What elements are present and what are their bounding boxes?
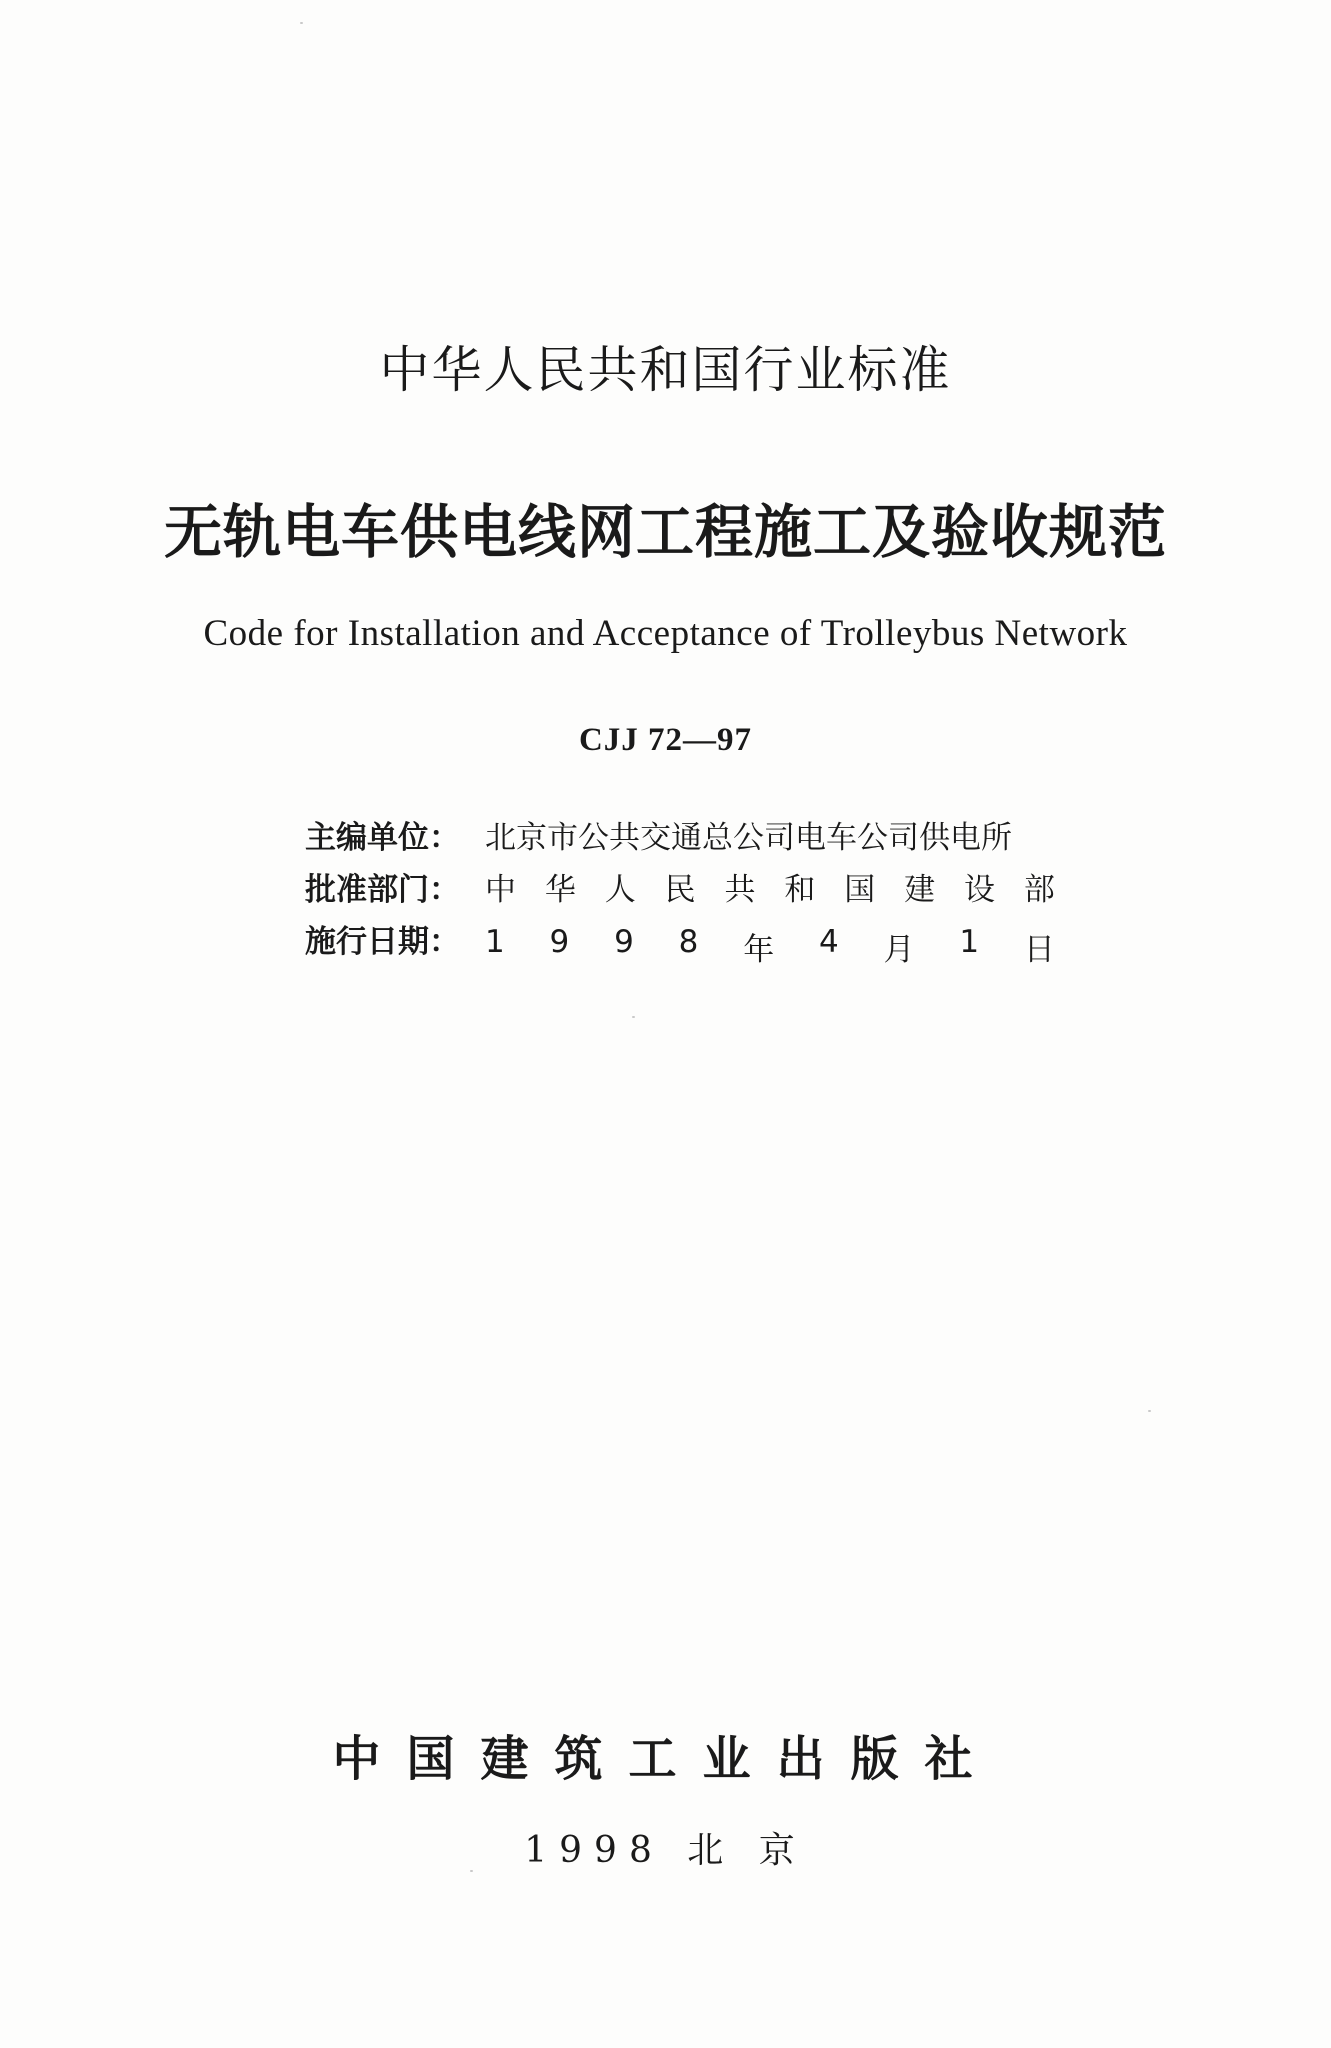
date-char: 日 (1023, 932, 1055, 968)
date-char: 9 (549, 924, 570, 960)
date-char: 月 (883, 932, 915, 968)
approver-char: 和 (784, 872, 816, 908)
approver-label: 批准部门： (305, 872, 460, 908)
standard-code: CJJ 72—97 (578, 722, 753, 758)
date-char: 1 (485, 924, 505, 960)
date-char: 9 (614, 924, 634, 960)
approver-char: 民 (664, 872, 696, 908)
approver-row (305, 864, 1065, 916)
date-char: 1 (959, 924, 980, 960)
approver-value (485, 864, 1065, 909)
approver-char: 国 (844, 872, 876, 908)
effective-date-label: 施行日期： (305, 924, 460, 960)
publisher-name: 中国建筑工业出版社 (332, 1731, 999, 1787)
editor-row (305, 812, 1065, 864)
approver-char: 华 (544, 872, 576, 908)
series-title: 中华人民共和国行业标准 (379, 341, 952, 399)
editor-value: 北京市公共交通总公司电车公司供电所 (485, 820, 1012, 856)
approver-char: 建 (904, 872, 936, 908)
meta-block (305, 812, 1065, 968)
english-title: Code for Installation and Acceptance of Trolleybus Network (203, 613, 1128, 654)
approver-char: 中 (485, 872, 516, 908)
editor-label: 主编单位： (305, 820, 460, 856)
scan-speck (300, 22, 303, 24)
approver-char: 设 (964, 872, 995, 908)
effective-date-row (305, 916, 1065, 968)
scan-speck (632, 1016, 635, 1018)
date-char: 8 (678, 924, 699, 960)
publication-place: 1998 北 京 (524, 1830, 807, 1871)
date-char: 4 (819, 924, 839, 960)
scan-speck (1148, 1410, 1151, 1412)
approver-char: 共 (724, 872, 756, 908)
approver-char: 部 (1023, 872, 1055, 908)
effective-date-value (485, 924, 1065, 969)
approver-char: 人 (604, 872, 636, 908)
main-title: 无轨电车供电线网工程施工及验收规范 (163, 498, 1167, 566)
date-char: 年 (743, 932, 775, 968)
